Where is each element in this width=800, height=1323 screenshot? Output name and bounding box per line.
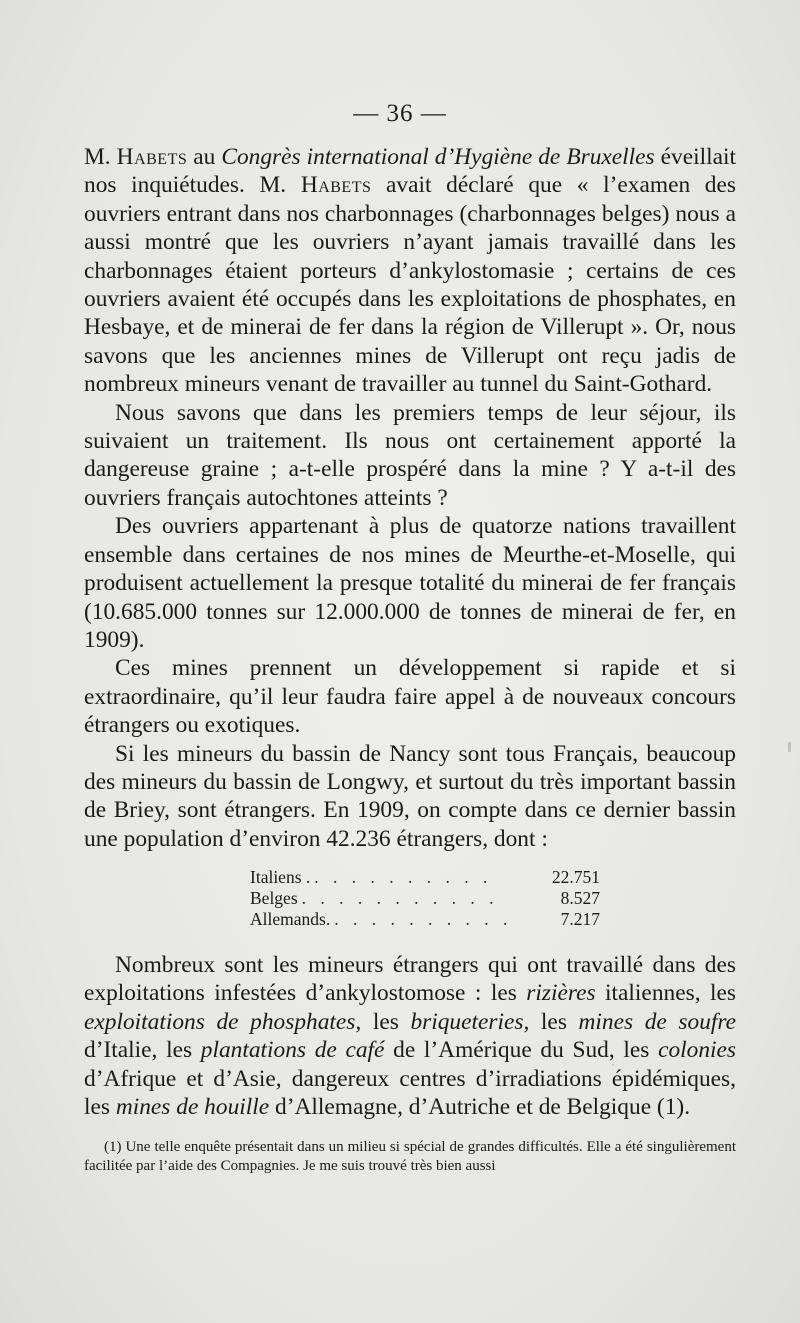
text-run: d’Italie, les [84, 1037, 201, 1064]
leader-dots: . . . . . . . . . . . [301, 888, 499, 908]
paragraph-4: Ces mines prennent un développement si rapide et si extraordinaire, qu’il leur faudra faire appel à de nouveaux concours étrangers ou exotiques. [84, 655, 736, 739]
leader-dots: . . . . . . . . . . [314, 867, 493, 887]
text-run: de l’Amérique du Sud, les [384, 1037, 659, 1064]
paragraph-2: Nous savons que dans les premiers temps de leur séjour, ils suivaient un traitement. Ils nous ont certainement apporté la dangereuse graine ; a-t-elle prospéré dans la mine ? Y a-t-il des ouvriers français autochtones atteints ? [84, 399, 736, 511]
footnote-text: (1) Une telle enquête présentait dans un milieu si spécial de grandes difficultés. Elle a été singulièrement facilitée par l’aide des Compagnies. Je me suis trouvé très bien aussi [84, 1139, 736, 1174]
paragraph-1 [84, 143, 736, 399]
italic-term: colonies [658, 1037, 737, 1064]
leader-dots: . . . . . . . . . . [334, 909, 513, 929]
text-run: les [361, 1008, 411, 1035]
nationality-table [250, 867, 600, 930]
text-run: italiennes, les [595, 980, 736, 1007]
text-run: d’Allemagne, d’Autriche et de Belgique (1). [269, 1094, 691, 1121]
paragraph-5: Si les mineurs du bassin de Nancy sont tous Français, beaucoup des mineurs du bassin de Longwy, et surtout du très important bassin de Briey, sont étrangers. En 1909, on compte dans ce dernier bassin une population d’environ 42.236 étrangers, dont : [84, 740, 736, 852]
page-number: — 36 — [353, 100, 447, 127]
italic-term: briqueteries, [410, 1008, 530, 1035]
text-run: M. [84, 144, 117, 170]
italic-term: plantations de café [200, 1037, 385, 1064]
text-run: Nombreux sont les mineurs étrangers qui ont travaillé dans des exploitations infestées d’ankylostomose : les [84, 952, 736, 1007]
italic-term: mines de soufre [578, 1008, 736, 1035]
italic-term: mines de houille [115, 1094, 270, 1121]
paragraph-3: Des ouvriers appartenant à plus de quatorze nations travaillent ensemble dans certaines de nos mines de Meurthe-et-Moselle, qui produisent actuellement la presque totalité du minerai de fer français (10.685.000 tonnes sur 12.000.000 de tonnes de minerai de fer, en 1909). [84, 513, 736, 653]
text-run: au [187, 144, 222, 170]
text-run: d’Afrique et d’Asie, dangereux centres d’irradiations épidémiques, les [84, 1065, 736, 1121]
table-row [250, 888, 600, 909]
text-run: les [529, 1008, 579, 1035]
main-text-upper [84, 143, 736, 853]
table-row [250, 909, 600, 930]
scan-speck [788, 742, 791, 752]
italic-term: exploitations de phosphates, [84, 1008, 362, 1035]
row-label: Allemands. [250, 909, 331, 929]
author-name: Habets [300, 172, 372, 199]
row-label: Belges [250, 888, 298, 908]
paragraph-6 [84, 951, 736, 1121]
row-value: 8.527 [560, 888, 600, 908]
main-text-lower [84, 951, 736, 1121]
row-value: 22.751 [551, 867, 600, 887]
row-label: Italiens . [250, 867, 311, 887]
footnote [84, 1138, 736, 1176]
table-row [250, 867, 600, 888]
author-name: Habets [116, 144, 188, 170]
italic-term: rizières [526, 980, 596, 1007]
text-run: avait déclaré que « l’examen des ouvriers entrant dans nos charbonnages (charbonnages belges) nous a aussi montré que les ouvriers n’ayant jamais travaillé dans les charbonnages étaient porteurs d’ankylostomasie ; certains de ces ouvriers avaient été occupés dans les exploitations de phosphates, en Hesbaye, et de minerai de fer dans la région de Villerupt ». Or, nous savons que les anciennes mines de Villerupt ont reçu jadis de nombreux mineurs venant de travailler au tunnel du Saint-Gothard. [84, 172, 736, 398]
row-value: 7.217 [560, 909, 600, 929]
scan-speck [612, 1064, 614, 1066]
text-run: éveillait nos inquiétudes. M. [84, 144, 737, 199]
congress-title: Congrès international d’Hygiène de Bruxelles [221, 144, 655, 170]
